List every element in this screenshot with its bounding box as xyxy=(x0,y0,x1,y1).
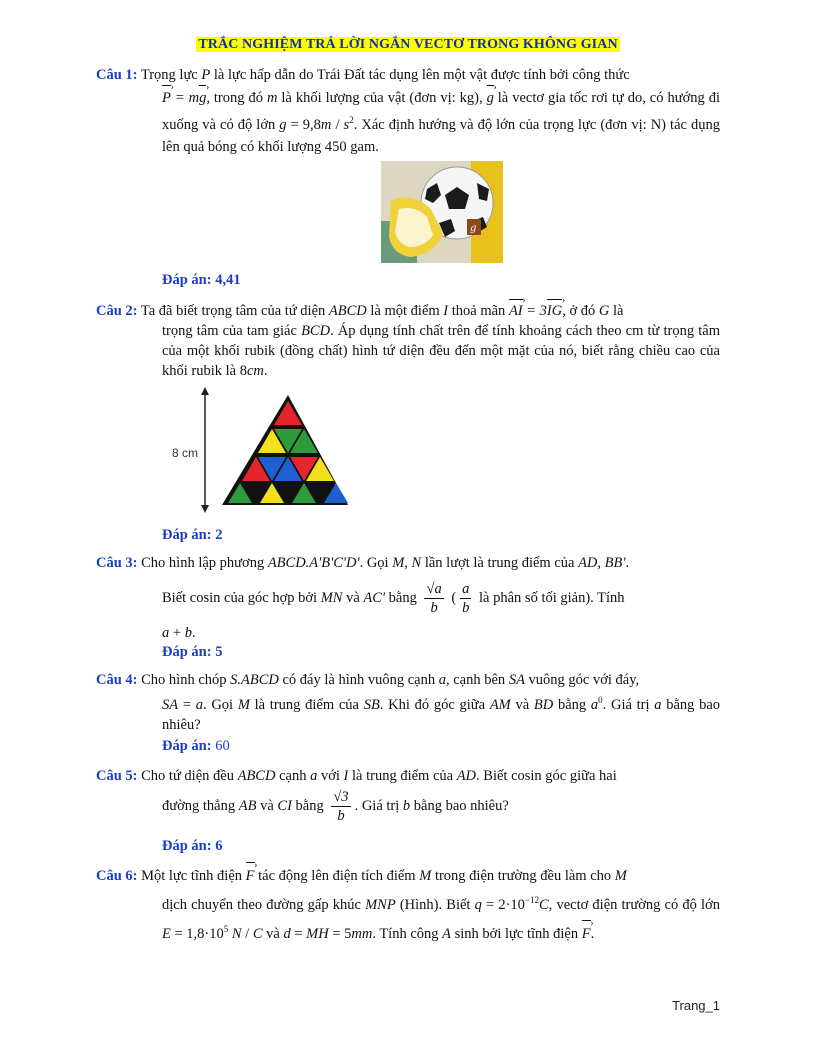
question-5-cont: đường thẳng AB và CI bằng $\frac{√3}{b}$ . Giá trị b bằng bao nhiêu? xyxy=(162,789,509,824)
page-title-text: TRẮC NGHIỆM TRẢ LỜI NGẮN VECTƠ TRONG KHÔNG GIAN xyxy=(198,37,618,52)
question-3-cont: Biết cosin của góc hợp bởi MN và AC' bằng $\frac{√a}{b}$ ( $\frac{a}{b}$ là phân số tối giản). Tính xyxy=(162,581,625,616)
question-5: Câu 5: Cho tứ diện đều ABCD cạnh a với I là trung điểm của AD. Biết cosin góc giữa hai xyxy=(96,768,617,784)
question-2: Câu 2: Ta đã biết trọng tâm của tứ diện ABCD là một điểm I thoả mãn AI › = 3IG ›, ở đó G là trọng tâm của tam giác BCD. Áp dụng tính chất trên để tính khoảng cách theo cm từ trọng tâm của một khối rubik (đồng chất) hình tứ diện đều đến một mặt của nó, biết rằng chiều cao của khối rubik là 8cm. xyxy=(96,301,720,381)
question-1-label: Câu 1: xyxy=(96,67,138,83)
question-4: Câu 4: Cho hình chóp S.ABCD có đáy là hình vuông cạnh a, cạnh bên SA vuông góc với đáy, SA = a. Gọi M là trung điểm của SB. Khi đó góc giữa AM và BD bằng $a^0$. Giá trị a bằng bao nhiêu? xyxy=(96,672,721,733)
question-5-label: Câu 5: xyxy=(96,768,138,784)
answer-4-label: Đáp án: xyxy=(162,738,212,754)
svg-text:g: g xyxy=(470,223,477,234)
answer-4-value: 60 xyxy=(215,738,230,754)
figure-height-label: 8 cm xyxy=(172,446,199,460)
answer-4 xyxy=(162,738,230,755)
answer-1-label: Đáp án: xyxy=(162,272,212,288)
question-2-label: Câu 2: xyxy=(96,303,138,319)
answer-3-label: Đáp án: xyxy=(162,644,212,660)
question-4-label: Câu 4: xyxy=(96,672,138,688)
question-3-label: Câu 3: xyxy=(96,555,138,571)
rubik-pyramid-image xyxy=(162,385,358,515)
page-title xyxy=(0,36,816,53)
question-3: Câu 3: Cho hình lập phương ABCD.A'B'C'D'. Gọi M, N lần lượt là trung điểm của AD, BB'. xyxy=(96,555,630,571)
answer-2 xyxy=(162,527,222,544)
answer-5-label: Đáp án: xyxy=(162,838,212,854)
answer-3-value: 5 xyxy=(215,644,223,660)
soccer-ball-image xyxy=(381,161,503,263)
answer-2-value: 2 xyxy=(215,527,223,543)
answer-1-value: 4,41 xyxy=(215,272,241,288)
question-6: Câu 6: Một lực tĩnh điện F › tác động lên điện tích điểm M trong điện trường đều làm cho M dịch chuyển theo đường gấp khúc MNP (Hình). Biết $q = 2\cdot 10^{-12}C$, vectơ điện trường có độ lớn $E = 1,8\cdot 10^5$ N / C và d = MH = 5mm. Tính công A sinh bởi lực tĩnh điện F ›. xyxy=(96,864,720,946)
answer-1 xyxy=(162,272,241,289)
question-1: Câu 1: Trọng lực P là lực hấp dẫn do Trái Đất tác dụng lên một vật được tính bởi công thức P › = mg ›, trong đó m là khối lượng của vật (đơn vị: kg), g › là vectơ gia tốc rơi tự do, có hướng đi xuống và có độ lớn $g = 9,8m / s^2$. Xác định hướng và độ lớn của trọng lực (đơn vị: N) tác dụng lên quả bóng có khối lượng 450 gam. xyxy=(96,64,720,159)
question-6-label: Câu 6: xyxy=(96,868,138,884)
answer-2-label: Đáp án: xyxy=(162,527,212,543)
answer-5-value: 6 xyxy=(215,838,223,854)
answer-5 xyxy=(162,838,222,855)
question-3-end: a + b. xyxy=(162,625,196,641)
answer-3 xyxy=(162,644,222,661)
page-number: Trang_1 xyxy=(672,998,720,1013)
